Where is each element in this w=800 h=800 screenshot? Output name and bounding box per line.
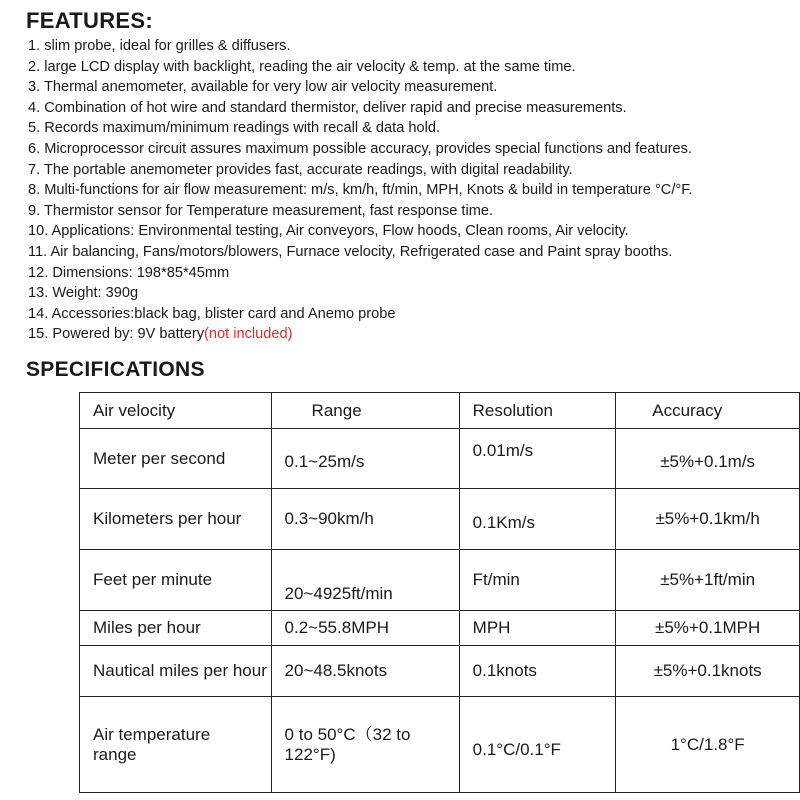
table-row (80, 611, 800, 646)
feature-item-9: 9. Thermistor sensor for Temperature measurement, fast response time. (28, 202, 494, 219)
resolution-cell: 0.1knots (459, 646, 616, 697)
range-cell: 0.3~90km/h (271, 489, 459, 550)
table-row (80, 489, 800, 550)
feature-item-7: 7. The portable anemometer provides fast, accurate readings, with digital readability. (28, 161, 573, 178)
feature-item-4: 4. Combination of hot wire and standard thermistor, deliver rapid and precise measurements. (28, 99, 627, 116)
accuracy-cell: ±5%+0.1km/h (616, 489, 800, 550)
feature-item-1: 1. slim probe, ideal for grilles & diffusers. (28, 38, 291, 54)
unit-cell: Miles per hour (80, 611, 272, 646)
table-row (80, 429, 800, 489)
battery-not-included-note: (not included) (204, 326, 293, 343)
feature-item-6: 6. Microprocessor circuit assures maximum possible accuracy, provides special functions and features. (28, 140, 693, 157)
header-range: Range (271, 393, 459, 429)
feature-item-15-text: 15. Powered by: 9V battery (28, 326, 205, 343)
accuracy-cell: ±5%+0.1MPH (616, 611, 800, 646)
features-title: FEATURES: (26, 8, 153, 33)
feature-item-11: 11. Air balancing, Fans/motors/blowers, Furnace velocity, Refrigerated case and Paint spray booths. (28, 243, 673, 260)
range-cell: 20~4925ft/min (271, 550, 459, 611)
header-resolution: Resolution (459, 393, 616, 429)
specifications-title: SPECIFICATIONS (26, 358, 205, 381)
range-cell: 0 to 50°C（32 to 122°F) (271, 697, 459, 793)
specifications-table (79, 392, 800, 793)
table-row (80, 646, 800, 697)
header-air-velocity: Air velocity (80, 393, 272, 429)
table-header-row (80, 393, 800, 429)
unit-cell: Feet per minute (80, 550, 272, 611)
feature-item-13: 13. Weight: 390g (28, 285, 139, 302)
feature-item-14: 14. Accessories:black bag, blister card and Anemo probe (28, 305, 396, 322)
feature-item-3: 3. Thermal anemometer, available for very low air velocity measurement. (28, 79, 498, 96)
feature-item-15 (28, 324, 798, 345)
range-cell: 0.2~55.8MPH (271, 611, 459, 646)
resolution-cell: 0.1°C/0.1°F (459, 697, 616, 793)
accuracy-cell: ±5%+0.1m/s (616, 429, 800, 489)
feature-item-10: 10. Applications: Environmental testing, Air conveyors, Flow hoods, Clean rooms, Air velocity. (28, 223, 629, 240)
features-list (28, 36, 798, 345)
range-cell: 0.1~25m/s (271, 429, 459, 489)
table-row (80, 697, 800, 793)
unit-cell: Kilometers per hour (80, 489, 272, 550)
accuracy-cell: ±5%+0.1knots (616, 646, 800, 697)
feature-item-8: 8. Multi-functions for air flow measurement: m/s, km/h, ft/min, MPH, Knots & build in temperature °C/°F. (28, 182, 693, 199)
resolution-cell: MPH (459, 611, 616, 646)
unit-cell: Air temperature range (80, 697, 272, 793)
feature-item-2: 2. large LCD display with backlight, reading the air velocity & temp. at the same time. (28, 58, 576, 75)
resolution-cell: Ft/min (459, 550, 616, 611)
accuracy-cell: ±5%+1ft/min (616, 550, 800, 611)
feature-item-5: 5. Records maximum/minimum readings with recall & data hold. (28, 120, 441, 137)
table-row (80, 550, 800, 611)
feature-item-12: 12. Dimensions: 198*85*45mm (28, 264, 230, 281)
unit-cell: Meter per second (80, 429, 272, 489)
unit-cell: Nautical miles per hour (80, 646, 272, 697)
resolution-cell: 0.1Km/s (459, 489, 616, 550)
accuracy-cell: 1°C/1.8°F (616, 697, 800, 793)
resolution-cell: 0.01m/s (459, 429, 616, 489)
range-cell: 20~48.5knots (271, 646, 459, 697)
header-accuracy: Accuracy (616, 393, 800, 429)
